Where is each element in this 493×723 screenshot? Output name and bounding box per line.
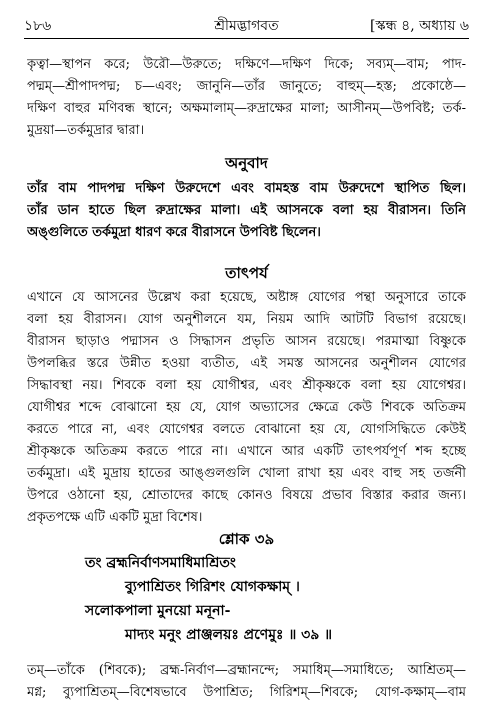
translation-line: তাঁর ডান হাতে ছিল রুদ্রাক্ষের মালা। এই আসনকে বলা হয় বীরাসন। তিনি [27,203,466,218]
synonym-line: কৃত্বা—স্থাপন করে; উরৌ—উরুতে; দক্ষিণে—দক্ষিণ দিকে; সব্যম্—বাম; পাদ- [27,57,466,72]
synonym-line: মুদ্রয়া—তর্কমুদ্রার দ্বারা। [27,123,145,138]
purport-line: যোগীশ্বর শব্দে বোঝানো হয় যে, যোগ অভ্যাসের ক্ষেত্রে কেউ শিবকে অতিক্রম [27,400,466,415]
synonyms-bottom [27,660,466,704]
purport-line: তর্কমুদ্রা। এই মুদ্রায় হাতের আঙ্গুলগুলি খোলা রাখা হয় এবং বাহু সহ তর্জনী [27,466,466,481]
verse-heading: শ্লোক ৩৯ [218,530,275,548]
purport-line: শ্রীকৃষ্ণকে অতিক্রম করতে পারে না। এখানে আর একটি তাৎপর্যপূর্ণ শব্দ হচ্ছে [27,444,466,459]
purport-text [27,287,466,529]
header-rule [24,38,469,39]
page-number: ১৮৬ [24,18,52,34]
running-title: শ্রীমদ্ভাগবত [214,18,279,34]
purport-line: উপলব্ধির স্তরে উন্নীত হওয়া ব্যতীত, এই সমস্ত আসনের অনুশীলন যোগের [27,356,466,371]
purport-line: করতে পারে না, এবং যোগেশ্বর বলতে বোঝানো হয় যে, যোগসিদ্ধিতে কেউই [27,422,466,437]
page-header [24,14,469,36]
synonym-line: দক্ষিণ বাহুর মণিবন্ধ স্থানে; অক্ষমালাম্—রুদ্রাক্ষের মালা; আসীনম্—উপবিষ্ট; তর্ক- [27,101,466,116]
translation-line: তাঁর বাম পাদপদ্ম দক্ষিণ উরুদেশে এবং বামহস্ত বাম উরুদেশে স্থাপিত ছিল। [27,181,466,196]
translation-line: অঙ্গুলিতে তর্কমুদ্রা ধারণ করে বীরাসনে উপবিষ্ট ছিলেন। [27,225,321,240]
synonym-line: মগ্ন; ব্যুপাশ্রিতম্—বিশেষভাবে উপাশ্রিত; গিরিশম্—শিবকে; যোগ-কক্ষাম্—বাম [27,685,466,700]
synonyms-top [27,54,466,142]
verse-line: তং ব্রহ্মনির্বাণসমাধিমাশ্রিতং [85,555,236,571]
translation-heading: অনুবাদ [225,154,268,172]
purport-line: বীরাসন ছাড়াও পদ্মাসন ও সিদ্ধাসন প্রভৃতি আসন রয়েছে। পরমাত্মা বিষ্ণুকে [27,334,466,349]
purport-line: সিদ্ধাবস্থা নয়। শিবকে বলা হয় যোগীশ্বর, এবং শ্রীকৃষ্ণকে বলা হয় যোগেশ্বর। [27,378,466,393]
synonym-line: তম্—তাঁকে (শিবকে); ব্রহ্ম-নির্বাণ—ব্রহ্মানন্দে; সমাধিম্—সমাধিতে; আশ্রিতম্— [27,663,466,678]
synonym-line: পদ্মম্—শ্রীপাদপদ্ম; চ—এবং; জানুনি—তাঁর জানুতে; বাহুম্—হস্ত; প্রকোষ্ঠে— [27,79,466,94]
verse-line: মাদ্যং মনুং প্রাঞ্জলয়ঃ প্রণেমুঃ ॥ ৩৯ ॥ [125,627,333,643]
verse-line: সলোকপালা মুনয়ো মনূনা- [85,603,231,619]
purport-line: প্রকৃতপক্ষে এটি একটি মুদ্রা বিশেষ। [27,510,203,525]
purport-line: এখানে যে আসনের উল্লেখ করা হয়েছে, অষ্টাঙ্গ যোগের পন্থা অনুসারে তাকে [27,290,466,305]
verse-line: ব্যুপাশ্রিতং গিরিশং যোগকক্ষাম্ । [125,579,300,595]
chapter-reference: [স্কন্ধ ৪, অধ্যায় ৬ [370,18,469,34]
purport-line: বলা হয় বীরাসন। যোগ অনুশীলনে যম, নিয়ম আদি আটটি বিভাগ রয়েছে। [27,312,466,327]
purport-heading: তাৎপর্য [225,264,268,282]
purport-line: উপরে ওঠানো হয়, শ্রোতাদের কাছে কোনও বিষয়ে প্রভাব বিস্তার করার জন্য। [27,488,466,503]
translation-text [27,178,466,244]
